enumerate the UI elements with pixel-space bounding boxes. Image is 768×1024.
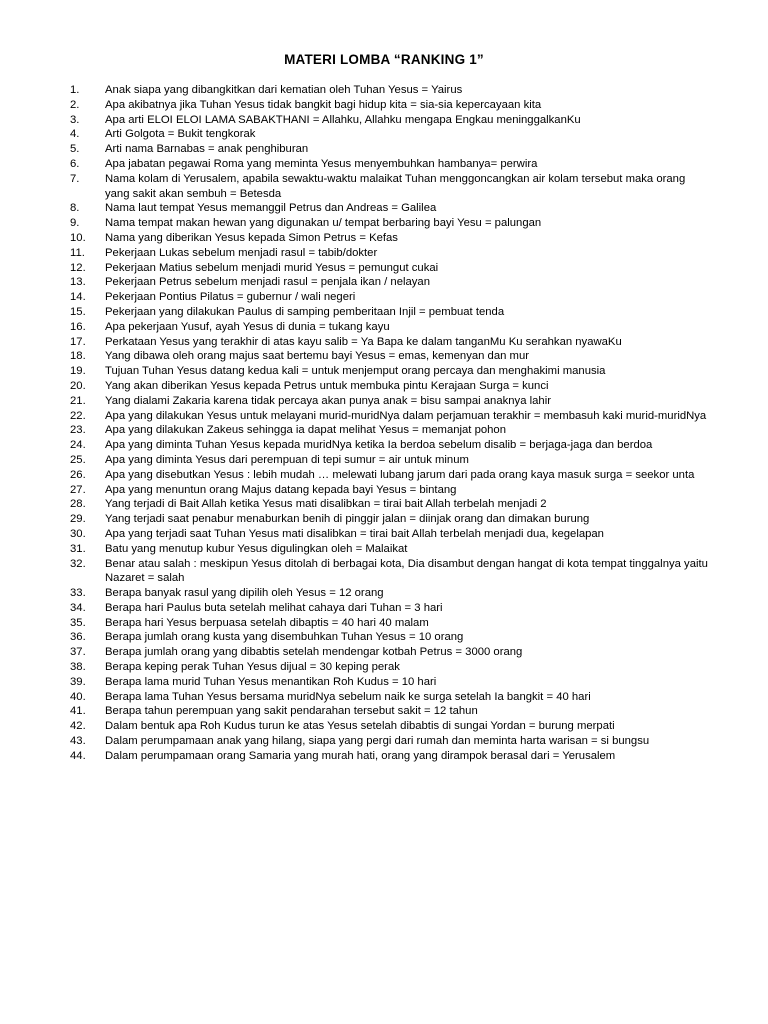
list-item [70, 734, 710, 749]
list-item [70, 216, 710, 231]
list-item [70, 261, 710, 276]
item-text: Berapa hari Yesus berpuasa setelah dibaptis = 40 hari 40 malam [105, 616, 429, 629]
item-text: Yang dialami Zakaria karena tidak percaya akan punya anak = bisu sampai anaknya lahir [105, 394, 551, 407]
list-item [70, 142, 710, 157]
item-number: 30. [70, 527, 86, 540]
item-text: Nama yang diberikan Yesus kepada Simon Petrus = Kefas [105, 231, 398, 244]
item-text: Berapa lama murid Tuhan Yesus menantikan Roh Kudus = 10 hari [105, 675, 437, 688]
list-item [70, 497, 710, 512]
list-item [70, 601, 710, 616]
item-number: 8. [70, 202, 80, 215]
list-item [70, 275, 710, 290]
item-number: 40. [70, 690, 86, 703]
list-item [70, 675, 710, 690]
list-item [70, 320, 710, 335]
list-item [70, 409, 710, 424]
item-text: Apa pekerjaan Yusuf, ayah Yesus di dunia = tukang kayu [105, 320, 390, 333]
item-number: 17. [70, 335, 86, 348]
item-text: Berapa keping perak Tuhan Yesus dijual = 30 keping perak [105, 661, 400, 674]
item-text: Berapa tahun perempuan yang sakit pendarahan tersebut sakit = 12 tahun [105, 705, 478, 718]
item-text: Pekerjaan Pontius Pilatus = gubernur / wali negeri [105, 291, 356, 304]
item-number: 5. [70, 143, 80, 156]
item-number: 24. [70, 439, 86, 452]
list-item [70, 645, 710, 660]
list-item [70, 305, 710, 320]
item-number: 13. [70, 276, 86, 289]
list-item [70, 483, 710, 498]
list-item [70, 246, 710, 261]
item-number: 20. [70, 379, 86, 392]
item-number: 1. [70, 84, 80, 96]
item-number: 36. [70, 631, 86, 644]
list-item [70, 557, 710, 587]
list-item [70, 379, 710, 394]
item-number: 7. [70, 172, 80, 185]
item-text: Apa yang dilakukan Zakeus sehingga ia dapat melihat Yesus = memanjat pohon [105, 424, 507, 437]
item-number: 16. [70, 320, 86, 333]
item-number: 27. [70, 483, 86, 496]
item-number: 28. [70, 498, 86, 511]
item-text: Apa yang diminta Yesus dari perempuan di tepi sumur = air untuk minum [105, 453, 469, 466]
list-item [70, 586, 710, 601]
list-item [70, 335, 710, 350]
item-number: 37. [70, 646, 86, 659]
item-number: 9. [70, 217, 80, 230]
item-text: Tujuan Tuhan Yesus datang kedua kali = untuk menjemput orang percaya dan menghakimi manusia [105, 365, 606, 378]
list-item [70, 423, 710, 438]
item-number: 14. [70, 291, 86, 304]
item-text: Apa yang diminta Tuhan Yesus kepada muridNya ketika Ia berdoa sebelum disalib = berjaga-jaga dan berdoa [105, 439, 653, 452]
item-number: 18. [70, 350, 86, 363]
item-text: Apa akibatnya jika Tuhan Yesus tidak bangkit bagi hidup kita = sia-sia kepercayaan kita [105, 98, 542, 111]
question-answer-list [70, 83, 710, 764]
item-number: 39. [70, 675, 86, 688]
item-number: 32. [70, 557, 86, 570]
list-item [70, 113, 710, 128]
item-text: Apa yang terjadi saat Tuhan Yesus mati disalibkan = tirai bait Allah terbelah menjadi dua, kegelapan [105, 527, 604, 540]
item-number: 2. [70, 98, 80, 111]
item-text: Nama tempat makan hewan yang digunakan u/ tempat berbaring bayi Yesu = palungan [105, 217, 542, 230]
item-text: Apa yang disebutkan Yesus : lebih mudah … melewati lubang jarum dari pada orang kaya masuk surga = seekor unta [105, 468, 695, 481]
item-text: Pekerjaan Petrus sebelum menjadi rasul = penjala ikan / nelayan [105, 276, 430, 289]
list-item [70, 690, 710, 705]
item-text: Apa arti ELOI ELOI LAMA SABAKTHANI = Allahku, Allahku mengapa Engkau meninggalkanKu [105, 113, 581, 126]
list-item [70, 172, 710, 202]
item-text: Berapa banyak rasul yang dipilih oleh Yesus = 12 orang [105, 587, 384, 600]
item-text: Arti Golgota = Bukit tengkorak [105, 128, 256, 141]
item-number: 3. [70, 113, 80, 126]
item-number: 25. [70, 453, 86, 466]
list-item [70, 290, 710, 305]
item-text: Pekerjaan yang dilakukan Paulus di samping pemberitaan Injil = pembuat tenda [105, 305, 505, 318]
item-text: Perkataan Yesus yang terakhir di atas kayu salib = Ya Bapa ke dalam tanganMu Ku serahkan nyawaKu [105, 335, 622, 348]
item-text: Berapa lama Tuhan Yesus bersama muridNya sebelum naik ke surga setelah Ia bangkit = 40 hari [105, 690, 591, 703]
item-number: 33. [70, 587, 86, 600]
item-text: Arti nama Barnabas = anak penghiburan [105, 143, 309, 156]
list-item [70, 83, 710, 98]
list-item [70, 542, 710, 557]
item-number: 26. [70, 468, 86, 481]
item-text: Berapa jumlah orang yang dibabtis setelah mendengar kotbah Petrus = 3000 orang [105, 646, 523, 659]
list-item [70, 704, 710, 719]
list-item [70, 527, 710, 542]
item-number: 42. [70, 720, 86, 733]
item-text: Yang akan diberikan Yesus kepada Petrus untuk membuka pintu Kerajaan Surga = kunci [105, 379, 549, 392]
list-item [70, 719, 710, 734]
item-number: 29. [70, 513, 86, 526]
list-item [70, 630, 710, 645]
list-item [70, 394, 710, 409]
item-text: Nama kolam di Yerusalem, apabila sewaktu-waktu malaikat Tuhan menggoncangkan air kolam tersebut maka orang yang sakit akan sembuh = Betesda [105, 172, 686, 200]
list-item [70, 231, 710, 246]
list-item [70, 468, 710, 483]
item-number: 11. [70, 246, 85, 259]
list-item [70, 749, 710, 764]
item-number: 19. [70, 365, 86, 378]
item-text: Dalam perumpamaan orang Samaria yang murah hati, orang yang dirampok berasal dari = Yerusalem [105, 749, 616, 762]
item-text: Yang dibawa oleh orang majus saat bertemu bayi Yesus = emas, kemenyan dan mur [105, 350, 529, 363]
item-text: Apa yang menuntun orang Majus datang kepada bayi Yesus = bintang [105, 483, 457, 496]
list-item [70, 98, 710, 113]
item-number: 34. [70, 601, 86, 614]
item-number: 4. [70, 128, 80, 141]
item-text: Yang terjadi di Bait Allah ketika Yesus mati disalibkan = tirai bait Allah terbelah menjadi 2 [105, 498, 547, 511]
item-text: Benar atau salah : meskipun Yesus ditolah di berbagai kota, Dia disambut dengan hangat di kota tempat tinggalnya yaitu Nazaret = salah [105, 557, 708, 585]
list-item [70, 512, 710, 527]
document-title: MATERI LOMBA “RANKING 1” [284, 52, 484, 67]
item-number: 23. [70, 424, 86, 437]
item-text: Batu yang menutup kubur Yesus digulingkan oleh = Malaikat [105, 542, 408, 555]
item-number: 21. [70, 394, 86, 407]
item-text: Apa yang dilakukan Yesus untuk melayani murid-muridNya dalam perjamuan terakhir = membasuh kaki murid-muridNya [105, 409, 707, 422]
list-item [70, 201, 710, 216]
item-text: Apa jabatan pegawai Roma yang meminta Yesus menyembuhkan hambanya= perwira [105, 157, 538, 170]
item-number: 31. [70, 542, 86, 555]
list-item [70, 438, 710, 453]
item-text: Anak siapa yang dibangkitkan dari kematian oleh Tuhan Yesus = Yairus [105, 84, 463, 96]
list-item [70, 616, 710, 631]
list-item [70, 157, 710, 172]
item-text: Pekerjaan Matius sebelum menjadi murid Yesus = pemungut cukai [105, 261, 439, 274]
item-number: 35. [70, 616, 86, 629]
item-number: 43. [70, 735, 86, 748]
item-number: 41. [70, 705, 86, 718]
item-text: Berapa hari Paulus buta setelah melihat cahaya dari Tuhan = 3 hari [105, 601, 443, 614]
item-text: Pekerjaan Lukas sebelum menjadi rasul = tabib/dokter [105, 246, 378, 259]
list-item [70, 127, 710, 142]
list-item [70, 364, 710, 379]
item-text: Dalam perumpamaan anak yang hilang, siapa yang pergi dari rumah dan meminta harta warisan = si bungsu [105, 735, 650, 748]
item-number: 38. [70, 661, 86, 674]
item-number: 22. [70, 409, 86, 422]
list-item [70, 453, 710, 468]
item-number: 10. [70, 231, 86, 244]
item-number: 15. [70, 305, 86, 318]
item-text: Dalam bentuk apa Roh Kudus turun ke atas Yesus setelah dibabtis di sungai Yordan = burung merpati [105, 720, 615, 733]
list-item [70, 660, 710, 675]
item-text: Nama laut tempat Yesus memanggil Petrus dan Andreas = Galilea [105, 202, 437, 215]
list-item [70, 349, 710, 364]
item-number: 6. [70, 157, 80, 170]
item-text: Berapa jumlah orang kusta yang disembuhkan Tuhan Yesus = 10 orang [105, 631, 464, 644]
item-number: 12. [70, 261, 86, 274]
item-number: 44. [70, 749, 86, 762]
item-text: Yang terjadi saat penabur menaburkan benih di pinggir jalan = diinjak orang dan dimakan burung [105, 513, 590, 526]
